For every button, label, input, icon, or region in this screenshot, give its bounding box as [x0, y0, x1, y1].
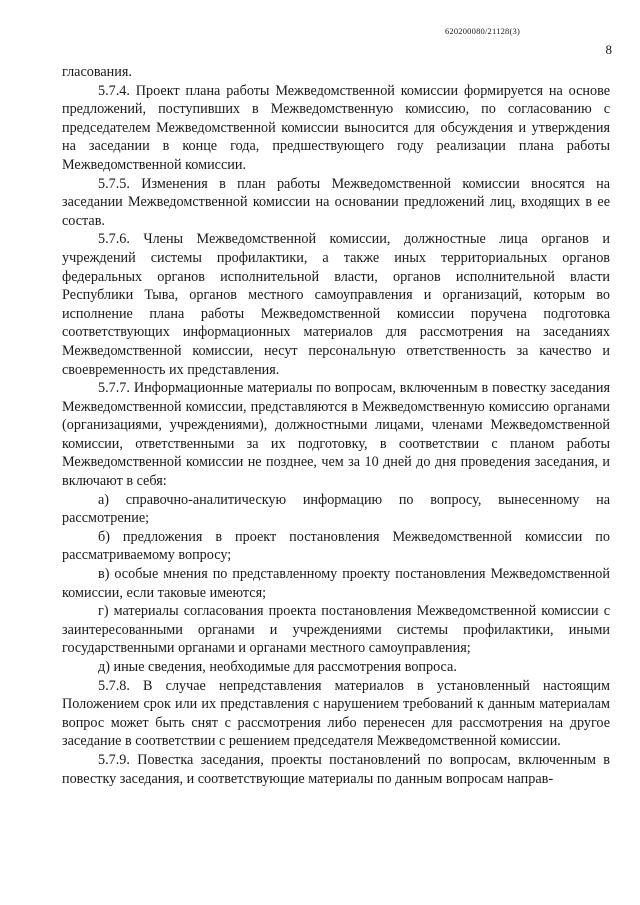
list-item-d: д) иные сведения, необходимые для рассмотрения вопроса.: [98, 659, 457, 675]
paragraph-continuation: гласования.: [62, 64, 132, 80]
page-number: 8: [605, 42, 612, 57]
paragraph-5-7-5: 5.7.5. Изменения в план работы Межведомственной комиссии вносятся на заседании Межведомственной комиссии на основании предложений лиц, входящих в ее состав.: [62, 175, 610, 229]
paragraph-5-7-4: 5.7.4. Проект плана работы Межведомственной комиссии формируется на основе предложений, поступивших в Межведомственную комиссию, по согласованию с председателем Межведомственной комиссии выносится для обсуждения и утверждения на заседании в конце года, предшествующего году реализации плана работы Межведомственной комиссии.: [62, 82, 610, 173]
paragraph-5-7-8: 5.7.8. В случае непредставления материалов в установленный настоящим Положением срок или их представления с нарушением требований к данным материалам вопрос может быть снят с рассмотрения либо перенесен для рассмотрения на другое заседание в соответствии с решением председателя Межведомственной комиссии.: [62, 677, 610, 750]
list-item-g: г) материалы согласования проекта постановления Межведомственной комиссии с заинтересованными органами и учреждениями системы профилактики, иными государственными органами и органами местного самоуправления;: [62, 603, 610, 657]
list-item-v: в) особые мнения по представленному проекту постановления Межведомственной комиссии, если таковые имеются;: [62, 566, 610, 601]
paragraph-5-7-7: 5.7.7. Информационные материалы по вопросам, включенным в повестку заседания Межведомственной комиссии, представляются в Межведомственную комиссию органами (организациями, учреждениями), должностными лицами, членами Межведомственной комиссии, ответственными за их подготовку, в соответствии с планом работы Межведомственной комиссии не позднее, чем за 10 дней до дня проведения заседания, и включают в себя:: [62, 380, 610, 490]
document-body: [62, 63, 610, 788]
list-item-b: б) предложения в проект постановления Межведомственной комиссии по рассматриваемому вопросу;: [62, 528, 610, 564]
document-code: 620200080/21128(3): [444, 26, 520, 36]
paragraph-5-7-9: 5.7.9. Повестка заседания, проекты постановлений по вопросам, включенным в повестку заседания, и соответствующие материалы по данным вопросам направ-: [62, 751, 610, 787]
list-item-a: а) справочно-аналитическую информацию по вопросу, вынесенному на рассмотрение;: [62, 491, 610, 527]
paragraph-5-7-6: 5.7.6. Члены Межведомственной комиссии, должностные лица органов и учреждений системы профилактики, а также иных территориальных органов федеральных органов исполнительной власти, органов исполнительной власти Республики Тыва, органов местного самоуправления и организаций, которым во исполнение плана работы Межведомственной комиссии поручена подготовка соответствующих информационных материалов для рассмотрения на заседаниях Межведомственной комиссии, несут персональную ответственность за качество и своевременность их представления.: [62, 231, 610, 378]
